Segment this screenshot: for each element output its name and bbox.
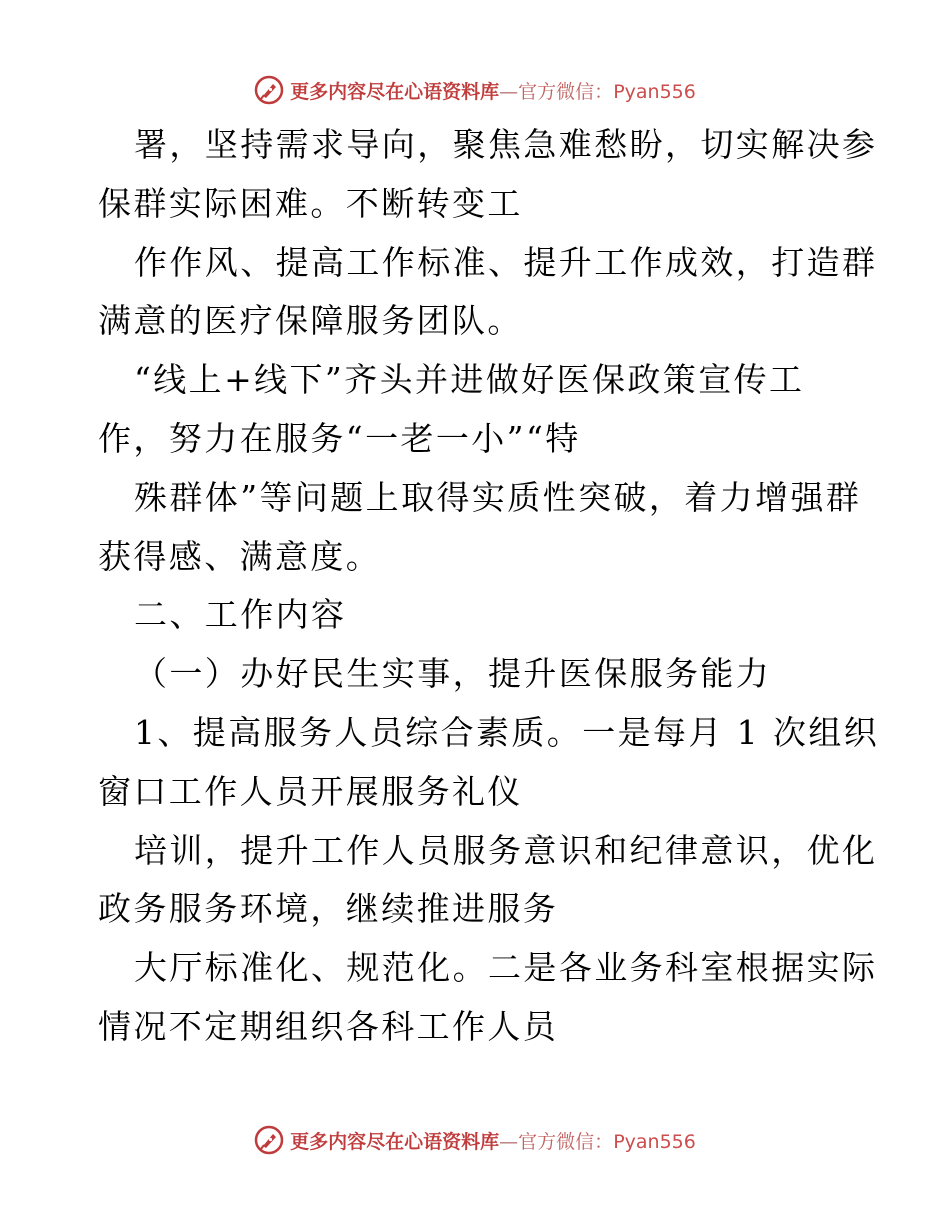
subsection-heading: （一）办好民生实事，提升医保服务能力 bbox=[134, 654, 772, 694]
section-heading: 二、工作内容 bbox=[134, 595, 347, 635]
text-line: 作，努力在服务“一老一小”“特 bbox=[98, 418, 581, 458]
watermark-wechat-id: Pyan556 bbox=[613, 1130, 696, 1153]
header-watermark bbox=[0, 70, 950, 110]
pen-nib-logo-icon bbox=[254, 1125, 284, 1155]
document-body bbox=[98, 116, 880, 1057]
text-line: 作作风、提高工作标准、提升工作成效，打造群 bbox=[134, 242, 878, 282]
watermark-separator: — bbox=[499, 1130, 519, 1153]
watermark-wechat-label: 官方微信： bbox=[518, 1130, 614, 1153]
watermark-text bbox=[290, 1127, 696, 1154]
text-line: 保群实际困难。不断转变工 bbox=[98, 183, 523, 223]
watermark-wechat-label: 官方微信： bbox=[518, 80, 614, 103]
text-line: 政务服务环境，继续推进服务 bbox=[98, 889, 559, 929]
footer-watermark bbox=[0, 1120, 950, 1160]
watermark-site: 更多内容尽在心语资料库 bbox=[290, 80, 500, 103]
text-line: 殊群体”等问题上取得实质性突破，着力增强群 bbox=[134, 477, 862, 517]
pen-nib-logo-icon bbox=[254, 75, 284, 105]
text-line: 情况不定期组织各科工作人员 bbox=[98, 1006, 559, 1046]
text-line: 获得感、满意度。 bbox=[98, 536, 382, 576]
text-line: 署，坚持需求导向，聚焦急难愁盼，切实解决参 bbox=[134, 125, 878, 164]
text-line: 1、提高服务人员综合素质。一是每月 1 次组织 bbox=[134, 712, 880, 752]
watermark-site: 更多内容尽在心语资料库 bbox=[290, 1130, 500, 1153]
text-line: 培训，提升工作人员服务意识和纪律意识，优化 bbox=[134, 830, 878, 870]
watermark-wechat-id: Pyan556 bbox=[613, 80, 696, 103]
watermark-text bbox=[290, 77, 696, 104]
text-line: “线上+线下”齐头并进做好医保政策宣传工 bbox=[134, 360, 805, 400]
text-line: 窗口工作人员开展服务礼仪 bbox=[98, 771, 523, 811]
text-line: 满意的医疗保障服务团队。 bbox=[98, 301, 523, 341]
watermark-separator: — bbox=[499, 80, 519, 103]
text-line: 大厅标准化、规范化。二是各业务科室根据实际 bbox=[134, 948, 878, 988]
